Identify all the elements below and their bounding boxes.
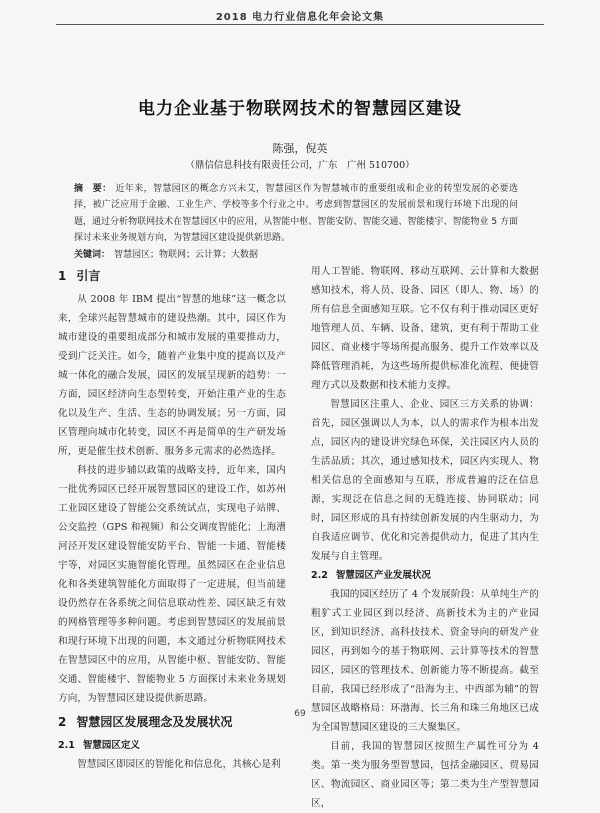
abstract-label: 摘 要： bbox=[74, 184, 112, 194]
definition-paragraph-start: 智慧园区即园区的智能化和信息化，其核心是利 bbox=[77, 759, 281, 770]
relationship-paragraph: 智慧园区注重人、企业、园区三方关系的协调：首先，园区强调以人为本，以人的需求作为根本出发点，园区内的建设讲究绿色环保，关注园区内人员的生活品质；其次，通过感知技术，园区内实现人、物相关信息的全面感知与互联，形成普遍的泛在信息源，实现泛在信息之间的无缝连接、协同联动；同时，园区形成的具有持续创新发展的内生驱动力，为自我适应调节、优化和完善提供动力，促进了其内生发展与自主管理。 bbox=[311, 399, 539, 562]
abstract-block bbox=[74, 181, 518, 263]
abstract-text: 近年来，智慧园区的概念方兴未艾，智慧园区作为智慧城市的重要组成和企业的转型发展的必要选择，被广泛应用于金融、工业生产、学校等多个行业之中。考虑到智慧园区的发展前景和现行环境下出现的问题，通过分析物联网技术在智慧园区中的应用，从智能中枢、智能安防、智能交通、智能楼宇、智能物业 5 方面探讨未来业务规划方向，为智慧园区建设提供新思路。 bbox=[74, 184, 518, 244]
section-heading-intro bbox=[58, 262, 286, 290]
subsection-heading-2-1 bbox=[58, 736, 286, 755]
development-paragraph-2: 目前，我国的智慧园区按照生产属性可分为 4 类。第一类为服务型智慧园，包括金融园区、贸易园区、物流园区、商业园区等；第二类为生产型智慧园区， bbox=[311, 741, 539, 809]
keywords bbox=[74, 247, 518, 263]
page-number: 69 bbox=[294, 709, 306, 719]
subsection-number: 2.2 bbox=[311, 570, 328, 581]
header-divider bbox=[56, 24, 544, 25]
keywords-text: 智慧园区；物联网；云计算；大数据 bbox=[114, 249, 259, 260]
intro-paragraph-2: 科技的进步辅以政策的战略支持，近年来，国内一批优秀园区已经开展智慧园区的建设工作，如苏州工业园区建设了智能公交系统试点，实现电子站牌、公交监控（GPS 和视频）和公交调度智能化；上海漕河泾开发区建设智能安防平台、智能一卡通、智能楼宇等，对园区实施智能化管理。虽然园区在企业信息化和各类建筑智能化方面取得了一定进展，但当前建设仍然存在各系统之间信息联动性差、园区缺乏有效的网格管理等多种问题。考虑到智慧园区的发展前景和现行环境下出现的问题，本文通过分析物联网技术在智慧园区中的应用，从智能中枢、智能安防、智能交通、智能楼宇、智能物业 5 方面探讨未来业务规划方向，为智慧园区建设提供新思路。 bbox=[58, 465, 286, 704]
paper-title: 电力企业基于物联网技术的智慧园区建设 bbox=[138, 99, 462, 119]
running-header: 2018 电力行业信息化年会论文集 bbox=[215, 12, 385, 23]
development-paragraph-1: 我国的园区经历了 4 个发展阶段：从单纯生产的粗犷式工业园区到以经济、高新技术为主的产业园区，到知识经济、高科技技术、资金导向的研发产业园区，再到如今的基于物联网、云计算等技术的智慧园区，园区的管理技术、创新能力等不断提高。截至目前，我国已经形成了“沿海为主、中西部为辅”的智慧园区战略格局：环渤海、长三角和珠三角地区已成为全国智慧园区建设的三大聚集区。 bbox=[311, 589, 539, 733]
intro-paragraph-1: 从 2008 年 IBM 提出“智慧的地球”这一概念以来，全球兴起智慧城市的建设热潮。其中，园区作为城市建设的重要组成部分和城市发展的重要推动力，受到广泛关注。如今，随着产业集中度的提高以及产城一体化的融合发展，园区的发展呈现新的趋势：一方面，园区经济向生态型转变，开始注重产业的生态化以及生产、生活、生态的协调发展；另一方面，园区管理向城市化转变，园区不再是简单的生产研发场所，更是催生技术创新、服务多元需求的必然选择。 bbox=[58, 294, 286, 457]
paper-authors: 陈强，倪英 bbox=[272, 142, 328, 155]
section-number: 2 bbox=[58, 715, 67, 729]
section-title: 引言 bbox=[76, 269, 101, 283]
abstract bbox=[74, 181, 518, 247]
subsection-number: 2.1 bbox=[58, 740, 75, 751]
definition-paragraph-cont: 用人工智能、物联网、移动互联网、云计算和大数据感知技术，将人员、设备、园区（即人、物、场）的所有信息全面感知互联。它不仅有利于推动园区更好地管理人员、车辆、设备、建筑，更有利于帮助工业园区、商业楼宇等场所提高服务、提升工作效率以及降低管理消耗，为这些场所提供标准化流程、便捷管理方式以及数据和技术能力支撑。 bbox=[311, 266, 539, 391]
subsection-title: 智慧园区产业发展状况 bbox=[335, 570, 431, 581]
keywords-label: 关键词： bbox=[74, 249, 111, 260]
section-title: 智慧园区发展理念及发展状况 bbox=[76, 715, 233, 729]
paper-affiliation: （鼎信信息科技有限责任公司，广东 广州 510700） bbox=[185, 160, 415, 171]
subsection-heading-2-2 bbox=[311, 566, 539, 585]
left-column bbox=[58, 262, 286, 774]
section-number: 1 bbox=[58, 269, 67, 283]
right-column bbox=[311, 262, 539, 813]
subsection-title: 智慧园区定义 bbox=[82, 740, 140, 751]
